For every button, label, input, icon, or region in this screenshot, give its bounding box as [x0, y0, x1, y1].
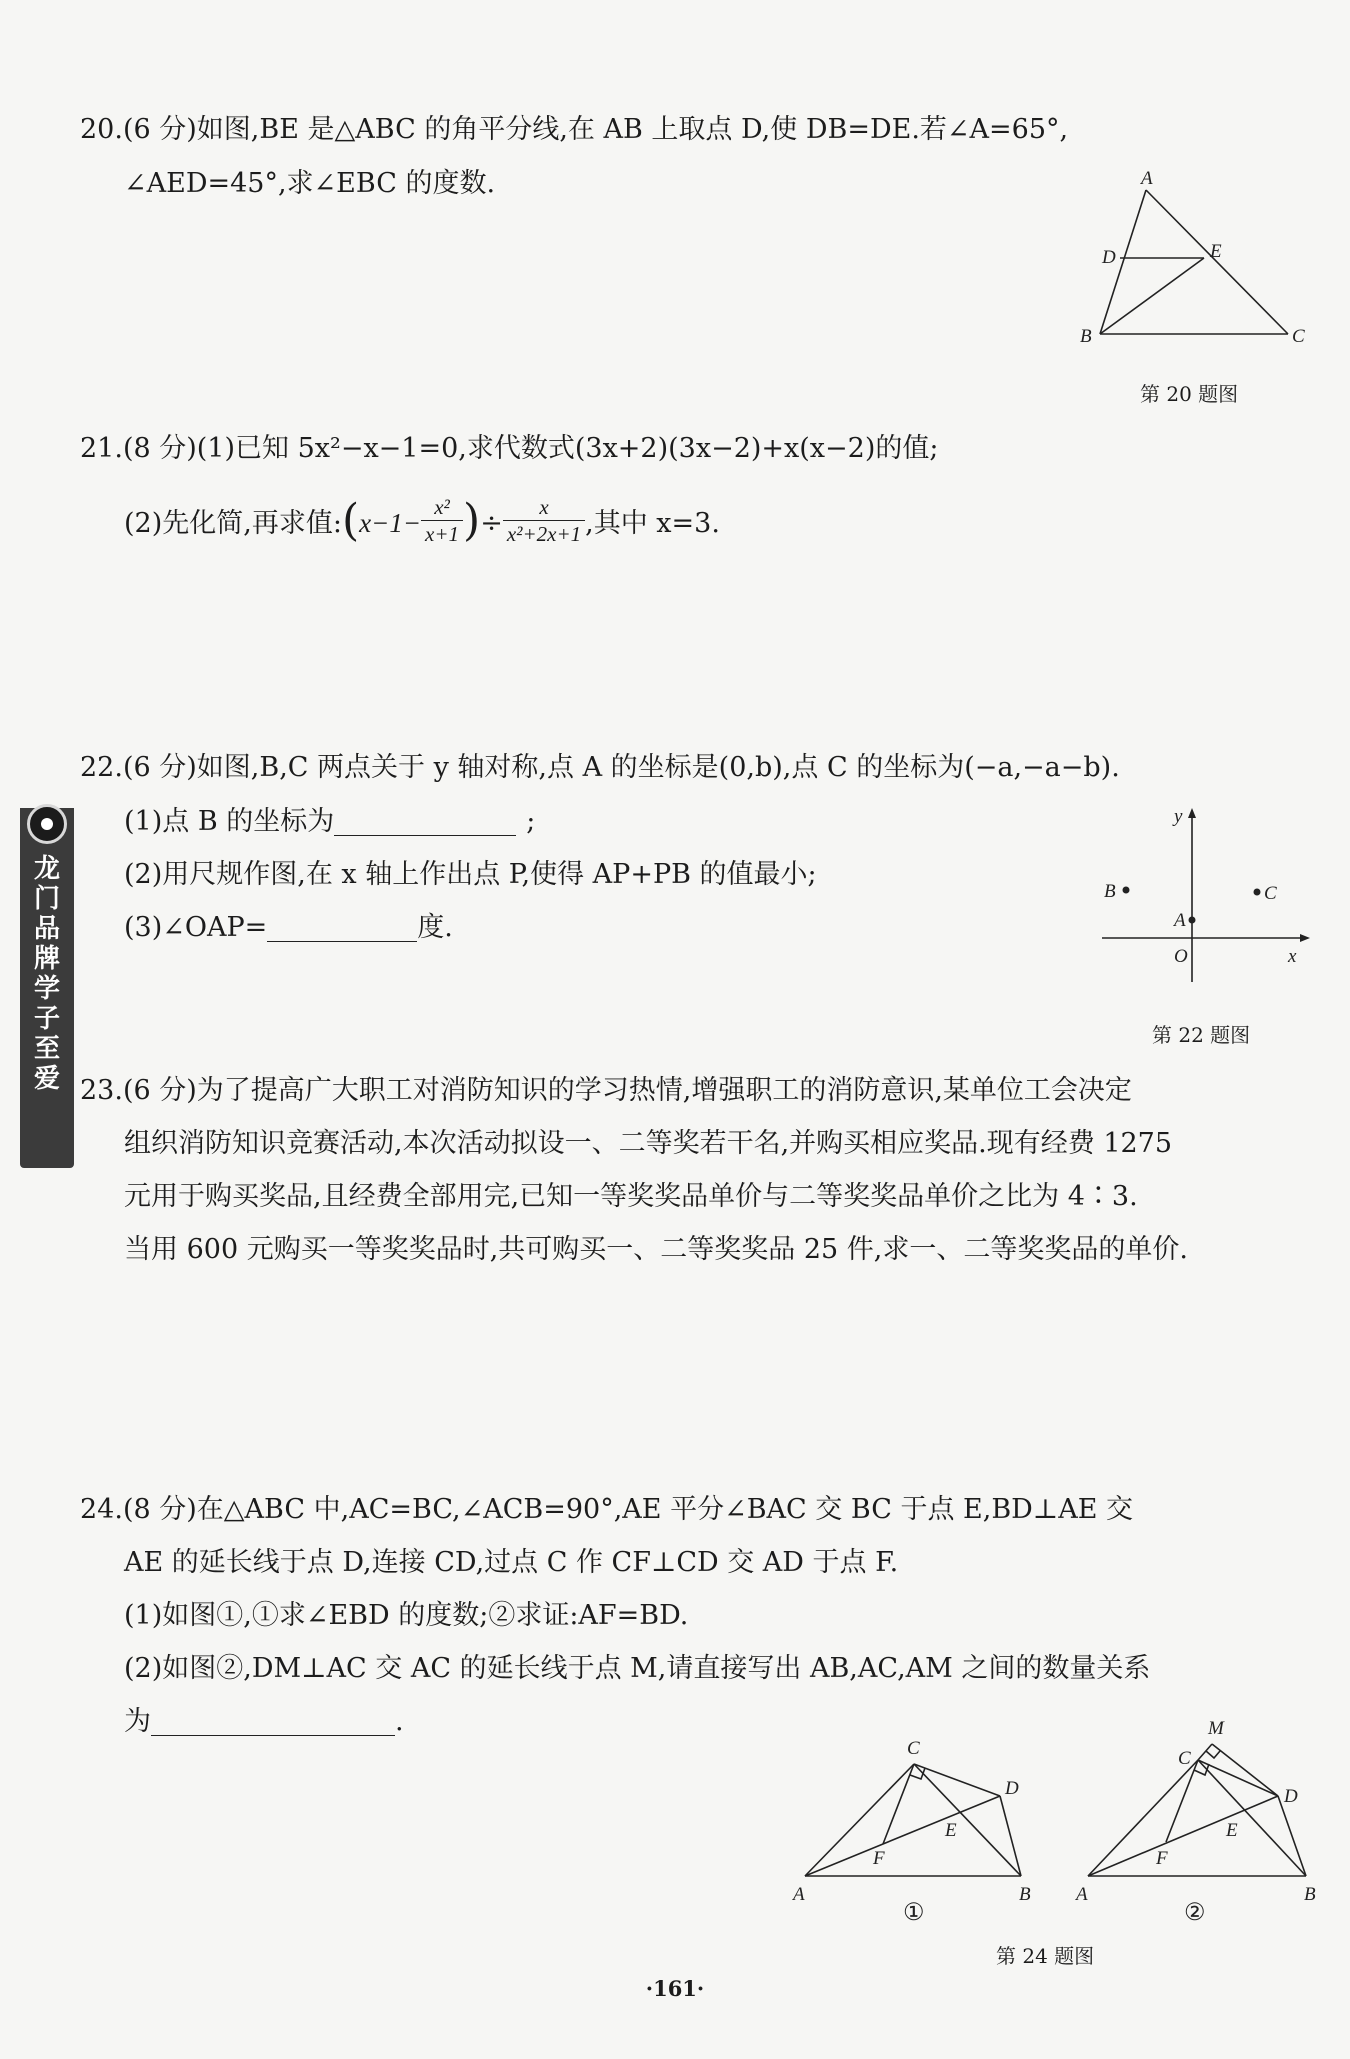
brand-side-tab	[20, 808, 74, 1168]
q24-figure-2	[1068, 1708, 1334, 1924]
q21-fraction-2	[503, 494, 585, 547]
q21-line-2	[124, 494, 720, 551]
q21-fraction-1	[421, 494, 463, 547]
q24-fig1-label-a: A	[793, 1884, 805, 1905]
q20-label-c: C	[1292, 326, 1305, 347]
q22-label-c: C	[1264, 883, 1277, 904]
q24-line-4: (2)如图②,DM⊥AC 交 AC 的延长线于点 M,请直接写出 AB,AC,AM 之间的数量关系	[124, 1653, 1151, 1684]
q22-part-2: (2)用尺规作图,在 x 轴上作出点 P,使得 AP+PB 的值最小;	[124, 859, 817, 890]
q22-part-3	[124, 910, 453, 946]
brand-side-tab-text: 龙门品牌 学子至爱	[33, 854, 60, 1094]
q22-part-1-text: (1)点 B 的坐标为	[124, 806, 335, 837]
q20-label-a: A	[1141, 168, 1153, 189]
q22-part-1	[124, 804, 535, 840]
q24-fig2-label-f: F	[1156, 1848, 1168, 1869]
q24-fig2-label-e: E	[1226, 1820, 1238, 1841]
q20-line-1: 20.(6 分)如图,BE 是△ABC 的角平分线,在 AB 上取点 D,使 DB=DE.若∠A=65°,	[80, 114, 1069, 145]
q21-frac2-denominator: x²+2x+1	[506, 522, 582, 546]
q23-line-4: 当用 600 元购买一等奖奖品时,共可购买一、二等奖奖品 25 件,求一、二等奖奖品的单价.	[124, 1234, 1188, 1265]
brand-logo-icon	[27, 804, 67, 844]
q22-blank-1[interactable]	[334, 807, 516, 836]
q24-line-5	[124, 1704, 404, 1740]
q22-caption: 第 22 题图	[1152, 1023, 1251, 1047]
q24-fig1-label-c: C	[907, 1738, 920, 1759]
q23-line-3: 元用于购买奖品,且经费全部用完,已知一等奖奖品单价与二等奖奖品单价之比为 4∶3.	[124, 1181, 1138, 1212]
q22-label-b: B	[1104, 881, 1116, 902]
q22-label-a: A	[1174, 910, 1186, 931]
q24-line-5-text: 为	[124, 1706, 151, 1737]
q24-line-2: AE 的延长线于点 D,连接 CD,过点 C 作 CF⊥CD 交 AD 于点 F.	[124, 1547, 899, 1578]
q20-label-d: D	[1102, 247, 1116, 268]
q24-figure-1	[785, 1728, 1055, 1924]
q22-label-o: O	[1174, 946, 1188, 967]
q21-frac2-numerator: x	[503, 494, 585, 521]
q24-fig1-label-d: D	[1005, 1778, 1019, 1799]
q21-frac1-denominator: x+1	[425, 522, 460, 546]
q22-part-1-end: ;	[526, 806, 536, 837]
q23-line-2: 组织消防知识竞赛活动,本次活动拟设一、二等奖若干名,并购买相应奖品.现有经费 1275	[124, 1128, 1173, 1159]
q24-caption: 第 24 题图	[996, 1944, 1095, 1968]
q24-fig2-label-d: D	[1284, 1786, 1298, 1807]
q24-blank[interactable]	[151, 1707, 395, 1736]
q21-left-paren: (	[341, 494, 360, 546]
q22-part-3-text: (3)∠OAP=	[124, 912, 268, 943]
q24-fig2-label-b: B	[1304, 1884, 1316, 1905]
q23-line-1: 23.(6 分)为了提高广大职工对消防知识的学习热情,增强职工的消防意识,某单位工会决定	[80, 1075, 1132, 1106]
q21-line-1: 21.(8 分)(1)已知 5x²−x−1=0,求代数式(3x+2)(3x−2)+x(x−2)的值;	[80, 433, 939, 464]
q24-fig1-label-e: E	[945, 1820, 957, 1841]
q20-label-b: B	[1080, 326, 1092, 347]
q24-fig2-label-a: A	[1076, 1884, 1088, 1905]
page-number: ·161·	[645, 1976, 705, 2001]
q20-label-e: E	[1210, 241, 1222, 262]
q21-expr-start: x−1−	[359, 508, 422, 538]
q24-fig1-label-f: F	[873, 1848, 885, 1869]
q22-line-1: 22.(6 分)如图,B,C 两点关于 y 轴对称,点 A 的坐标是(0,b),点 C 的坐标为(−a,−a−b).	[80, 752, 1120, 783]
q22-blank-2[interactable]	[267, 913, 417, 942]
q20-figure	[1070, 168, 1310, 348]
q24-line-3: (1)如图①,①求∠EBD 的度数;②求证:AF=BD.	[124, 1600, 689, 1631]
q22-figure	[1088, 802, 1314, 994]
q21-right-paren: )	[463, 494, 481, 546]
q22-label-y: y	[1174, 806, 1183, 827]
q24-fig2-index: ②	[1184, 1900, 1206, 1924]
q20-caption: 第 20 题图	[1140, 382, 1239, 406]
q24-fig1-index: ①	[903, 1900, 925, 1924]
q24-line-1: 24.(8 分)在△ABC 中,AC=BC,∠ACB=90°,AE 平分∠BAC 交 BC 于点 E,BD⊥AE 交	[80, 1494, 1133, 1525]
q24-fig2-label-m: M	[1208, 1718, 1224, 1739]
q21-frac1-numerator: x²	[421, 494, 463, 521]
q20-line-2: ∠AED=45°,求∠EBC 的度数.	[124, 168, 496, 199]
q24-fig2-label-c: C	[1178, 1748, 1191, 1769]
q21-part2-suffix: ,其中 x=3.	[585, 508, 720, 539]
q22-label-x: x	[1288, 946, 1297, 967]
q24-fig1-label-b: B	[1019, 1884, 1031, 1905]
q21-divide-sign: ÷	[480, 508, 503, 539]
q22-part-3-end: 度.	[417, 912, 453, 943]
q24-line-5-end: .	[395, 1706, 404, 1737]
q21-part2-prefix: (2)先化简,再求值:	[124, 508, 342, 539]
